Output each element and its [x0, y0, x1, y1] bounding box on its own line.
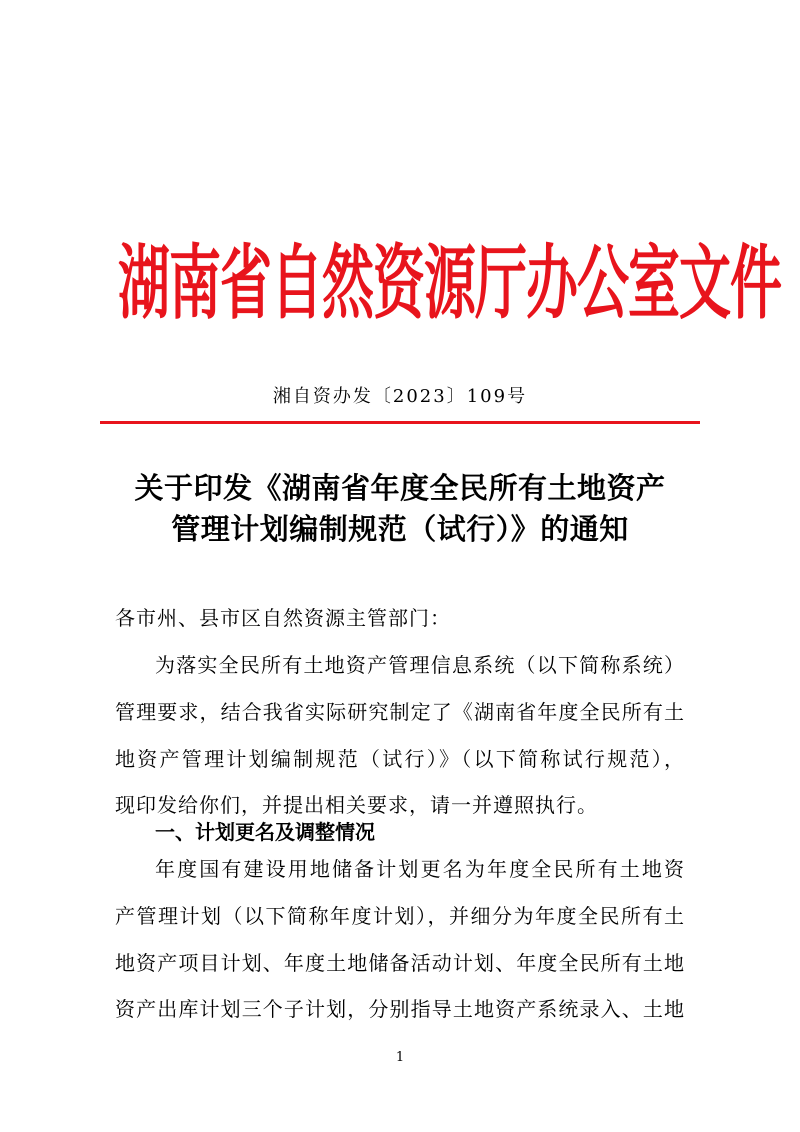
page-number: 1	[395, 1050, 405, 1065]
paragraph-line: 现印发给你们，并提出相关要求，请一并遵照执行。	[115, 793, 598, 817]
document-number: 湘自资办发〔2023〕109号	[272, 386, 528, 407]
document-title-line-2: 管理计划编制规范（试行）》的通知	[171, 512, 629, 546]
paragraph-line: 管理要求，结合我省实际研究制定了《湖南省年度全民所有土	[115, 700, 685, 724]
section-heading: 一、计划更名及调整情况	[155, 820, 375, 844]
paragraph-line: 年度国有建设用地储备计划更名为年度全民所有土地资	[155, 857, 685, 881]
paragraph-line: 产管理计划（以下简称年度计划），并细分为年度全民所有土	[115, 904, 685, 928]
paragraph-line: 地资产管理计划编制规范（试行）》（以下简称试行规范），	[115, 747, 685, 771]
addressee: 各市州、县市区自然资源主管部门：	[115, 606, 451, 630]
document-header-banner: 湖南省自然资源厅办公室文件	[118, 238, 782, 331]
document-title-line-1: 关于印发《湖南省年度全民所有土地资产	[134, 471, 666, 505]
paragraph-line: 资产出库计划三个子计划，分别指导土地资产系统录入、土地	[115, 997, 685, 1021]
paragraph-line: 为落实全民所有土地资产管理信息系统（以下简称系统）	[155, 653, 685, 677]
paragraph-line: 地资产项目计划、年度土地储备活动计划、年度全民所有土地	[115, 951, 685, 975]
red-divider	[100, 421, 700, 424]
